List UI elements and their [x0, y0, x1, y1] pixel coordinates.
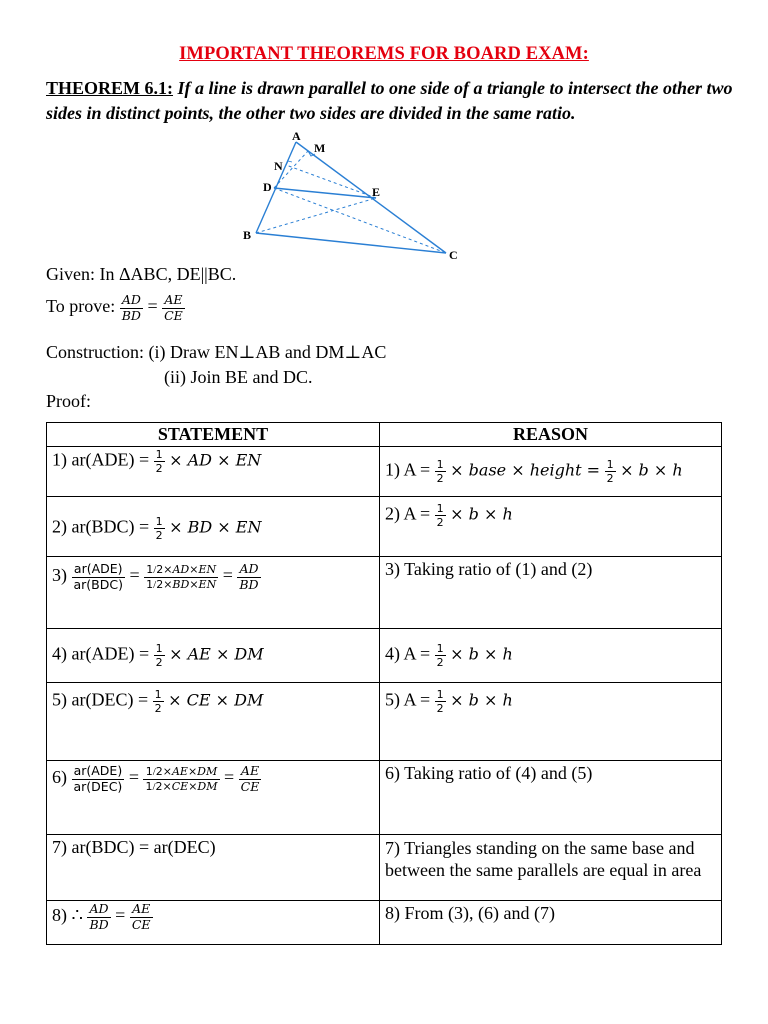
theorem-statement: [46, 76, 736, 126]
label-e: E: [372, 185, 381, 199]
table-row: [47, 901, 722, 945]
label-b: B: [243, 228, 252, 242]
label-m: M: [314, 141, 326, 155]
page-title: IMPORTANT THEOREMS FOR BOARD EXAM:: [179, 44, 589, 64]
label-d: D: [263, 180, 272, 194]
label-n: N: [274, 159, 283, 173]
to-prove-line: To prove: $\frac{AD}{BD}$ = $\frac{AE}{CE}$: [46, 292, 183, 323]
to-prove-label: To prove:: [46, 296, 116, 317]
table-row: [47, 557, 722, 629]
reason-cell: 7) Triangles standing on the same base and between the same parallels are equal in area: [380, 835, 722, 901]
reason-cell: 5) A = $\frac{1}{2}$ × b × h: [380, 683, 722, 761]
label-c: C: [449, 248, 458, 262]
theorem-label: THEOREM 6.1:: [46, 78, 174, 98]
statement-cell: 3) $\frac{\text{ar(ADE)}}{\text{ar(BDC)}}$ = $\frac{1/2\times AD\times EN}{1/2\times BD\times EN}$ = $\frac{AD}{BD}$: [47, 557, 380, 629]
theorem-text: If a line is drawn parallel to one side of a triangle to intersect the other two sides in distinct points, the other two sides are divided in the same ratio.: [46, 78, 733, 123]
table-row: [47, 683, 722, 761]
side-bc: [256, 233, 446, 253]
reason-cell: 3) Taking ratio of (1) and (2): [380, 557, 722, 629]
table-header-row: [47, 423, 722, 447]
proof-label: Proof:: [46, 391, 91, 411]
table-row: [47, 497, 722, 557]
table-row: [47, 629, 722, 683]
table-row: [47, 761, 722, 835]
label-a: A: [292, 129, 301, 143]
header-reason: REASON: [380, 423, 722, 447]
reason-cell: 4) A = $\frac{1}{2}$ × b × h: [380, 629, 722, 683]
table-row: [47, 447, 722, 497]
table-row: [47, 835, 722, 901]
statement-cell: 4) ar(ADE) = $\frac{1}{2}$ × AE × DM: [47, 629, 380, 683]
statement-cell: 5) ar(DEC) = $\frac{1}{2}$ × CE × DM: [47, 683, 380, 761]
construction-line-1: Construction: (i) Draw EN⊥AB and DM⊥AC: [46, 342, 387, 362]
reason-cell: 2) A = $\frac{1}{2}$ × b × h: [380, 497, 722, 557]
to-prove-lhs: $\frac{AD}{BD}$: [121, 292, 141, 323]
to-prove-rhs: $\frac{AE}{CE}$: [164, 292, 183, 323]
statement-cell: 1) ar(ADE) = $\frac{1}{2}$ × AD × EN: [47, 447, 380, 497]
given-line: Given: In ΔABC, DE||BC.: [46, 264, 237, 284]
segment-be: [256, 198, 376, 233]
statement-cell: 2) ar(BDC) = $\frac{1}{2}$ × BD × EN: [47, 497, 380, 557]
reason-cell: 6) Taking ratio of (4) and (5): [380, 761, 722, 835]
reason-cell: 8) From (3), (6) and (7): [380, 901, 722, 945]
header-statement: STATEMENT: [47, 423, 380, 447]
statement-cell: 7) ar(BDC) = ar(DEC): [47, 835, 380, 901]
statement-cell: 8) ∴ $\frac{AD}{BD}$ = $\frac{AE}{CE}$: [47, 901, 380, 945]
construction-line-2: (ii) Join BE and DC.: [164, 367, 313, 387]
triangle-figure: [236, 128, 466, 263]
proof-table: [46, 422, 722, 945]
statement-cell: 6) $\frac{\text{ar(ADE)}}{\text{ar(DEC)}}$ = $\frac{1/2\times AE\times DM}{1/2\times CE\times DM}$ = $\frac{AE}{CE}$: [47, 761, 380, 835]
reason-cell: 1) A = $\frac{1}{2}$ × base × height = $\frac{1}{2}$ × b × h: [380, 447, 722, 497]
